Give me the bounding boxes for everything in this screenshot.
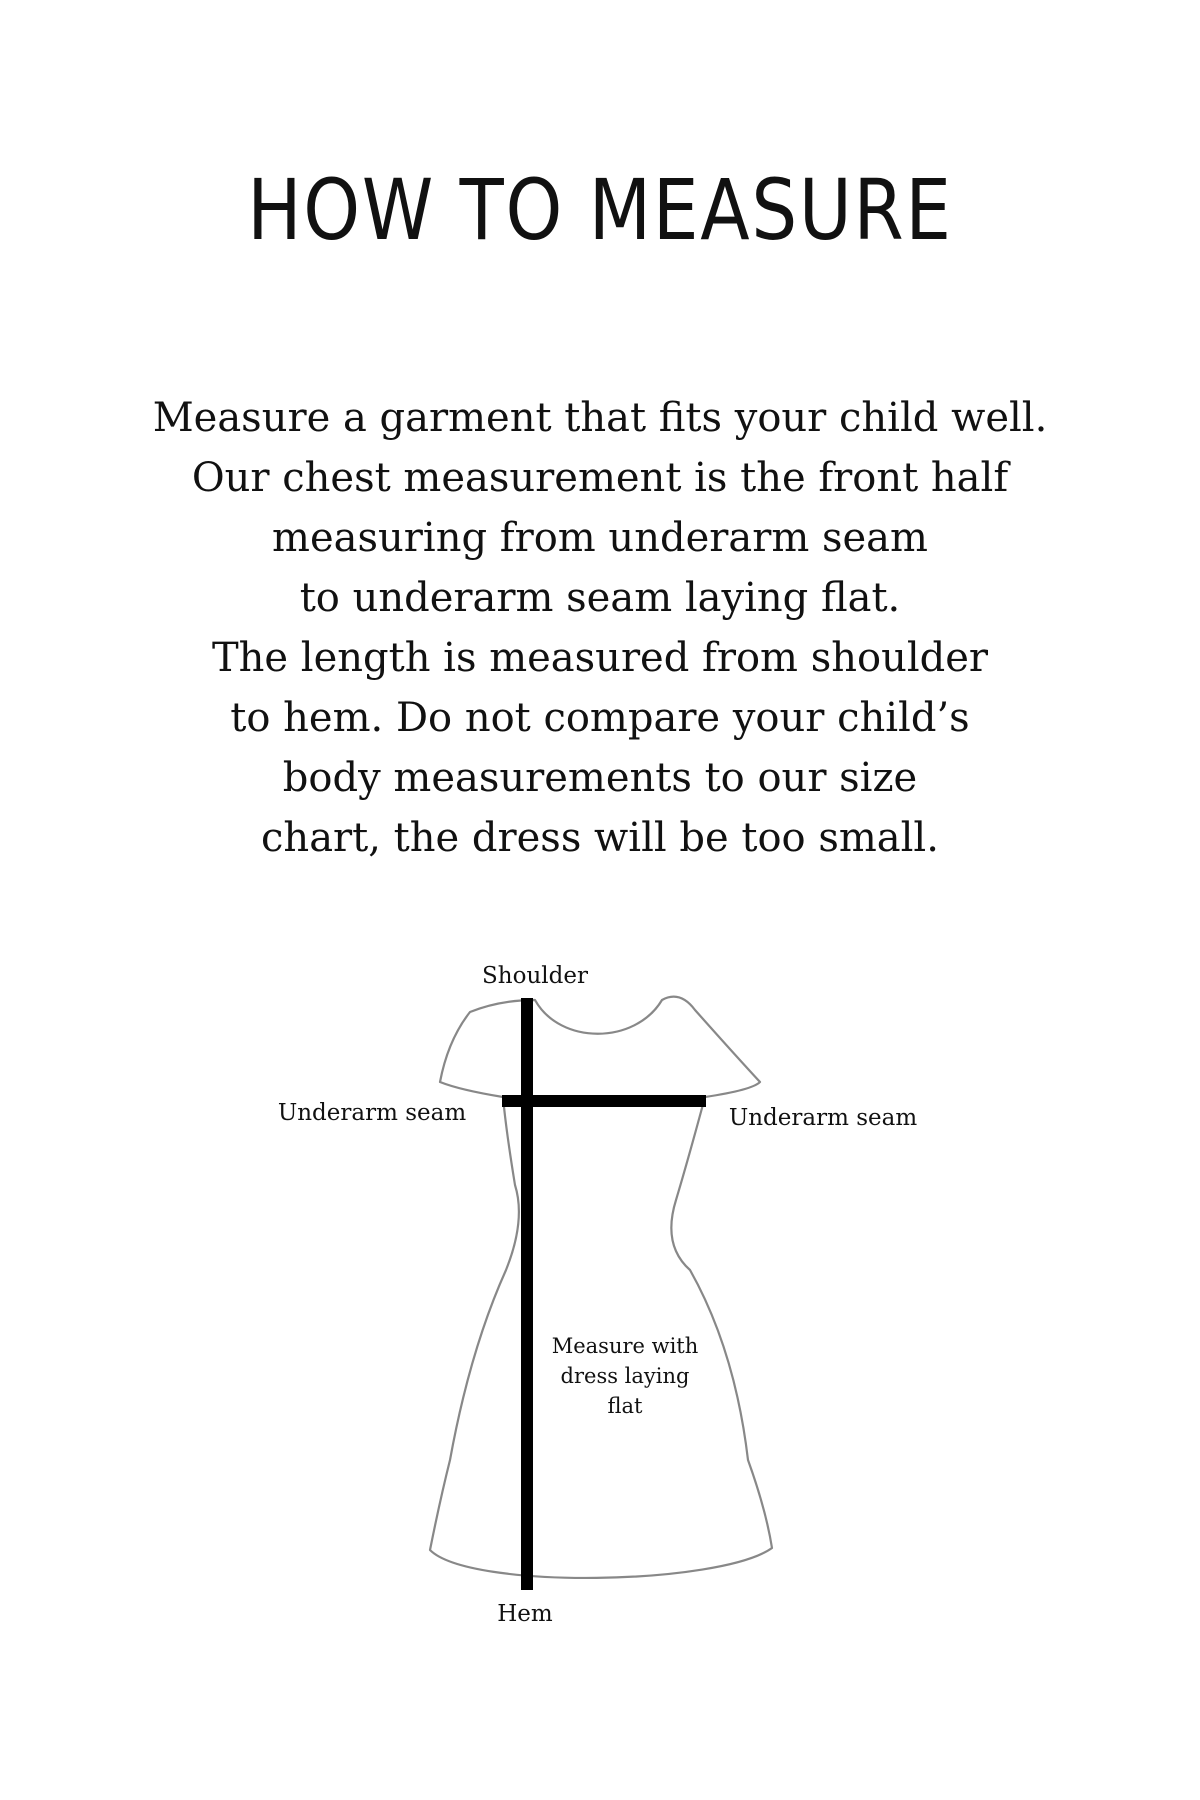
instruction-line: Our chest measurement is the front half [191,455,1009,501]
instruction-line: chart, the dress will be too small. [261,815,939,861]
instruction-line: to underarm seam laying flat. [299,575,901,621]
underarm-right-label: Underarm seam [728,1105,918,1131]
instruction-line: Measure a garment that fits your child well. [152,395,1048,441]
dress-flat-note-line: flat [607,1394,643,1418]
dress-flat-note-line: dress laying [560,1364,690,1388]
shoulder-label: Shoulder [482,963,588,989]
underarm-left-label: Underarm seam [277,1100,467,1126]
instruction-line: The length is measured from shoulder [211,635,989,681]
instruction-line: measuring from underarm seam [272,515,928,561]
instruction-line: to hem. Do not compare your child’s [230,695,970,741]
page-title: HOW TO MEASURE [247,161,953,259]
dress-outline [430,997,772,1578]
instruction-line: body measurements to our size [282,755,918,801]
dress-flat-note-line: Measure with [551,1334,699,1358]
hem-label: Hem [497,1601,553,1627]
